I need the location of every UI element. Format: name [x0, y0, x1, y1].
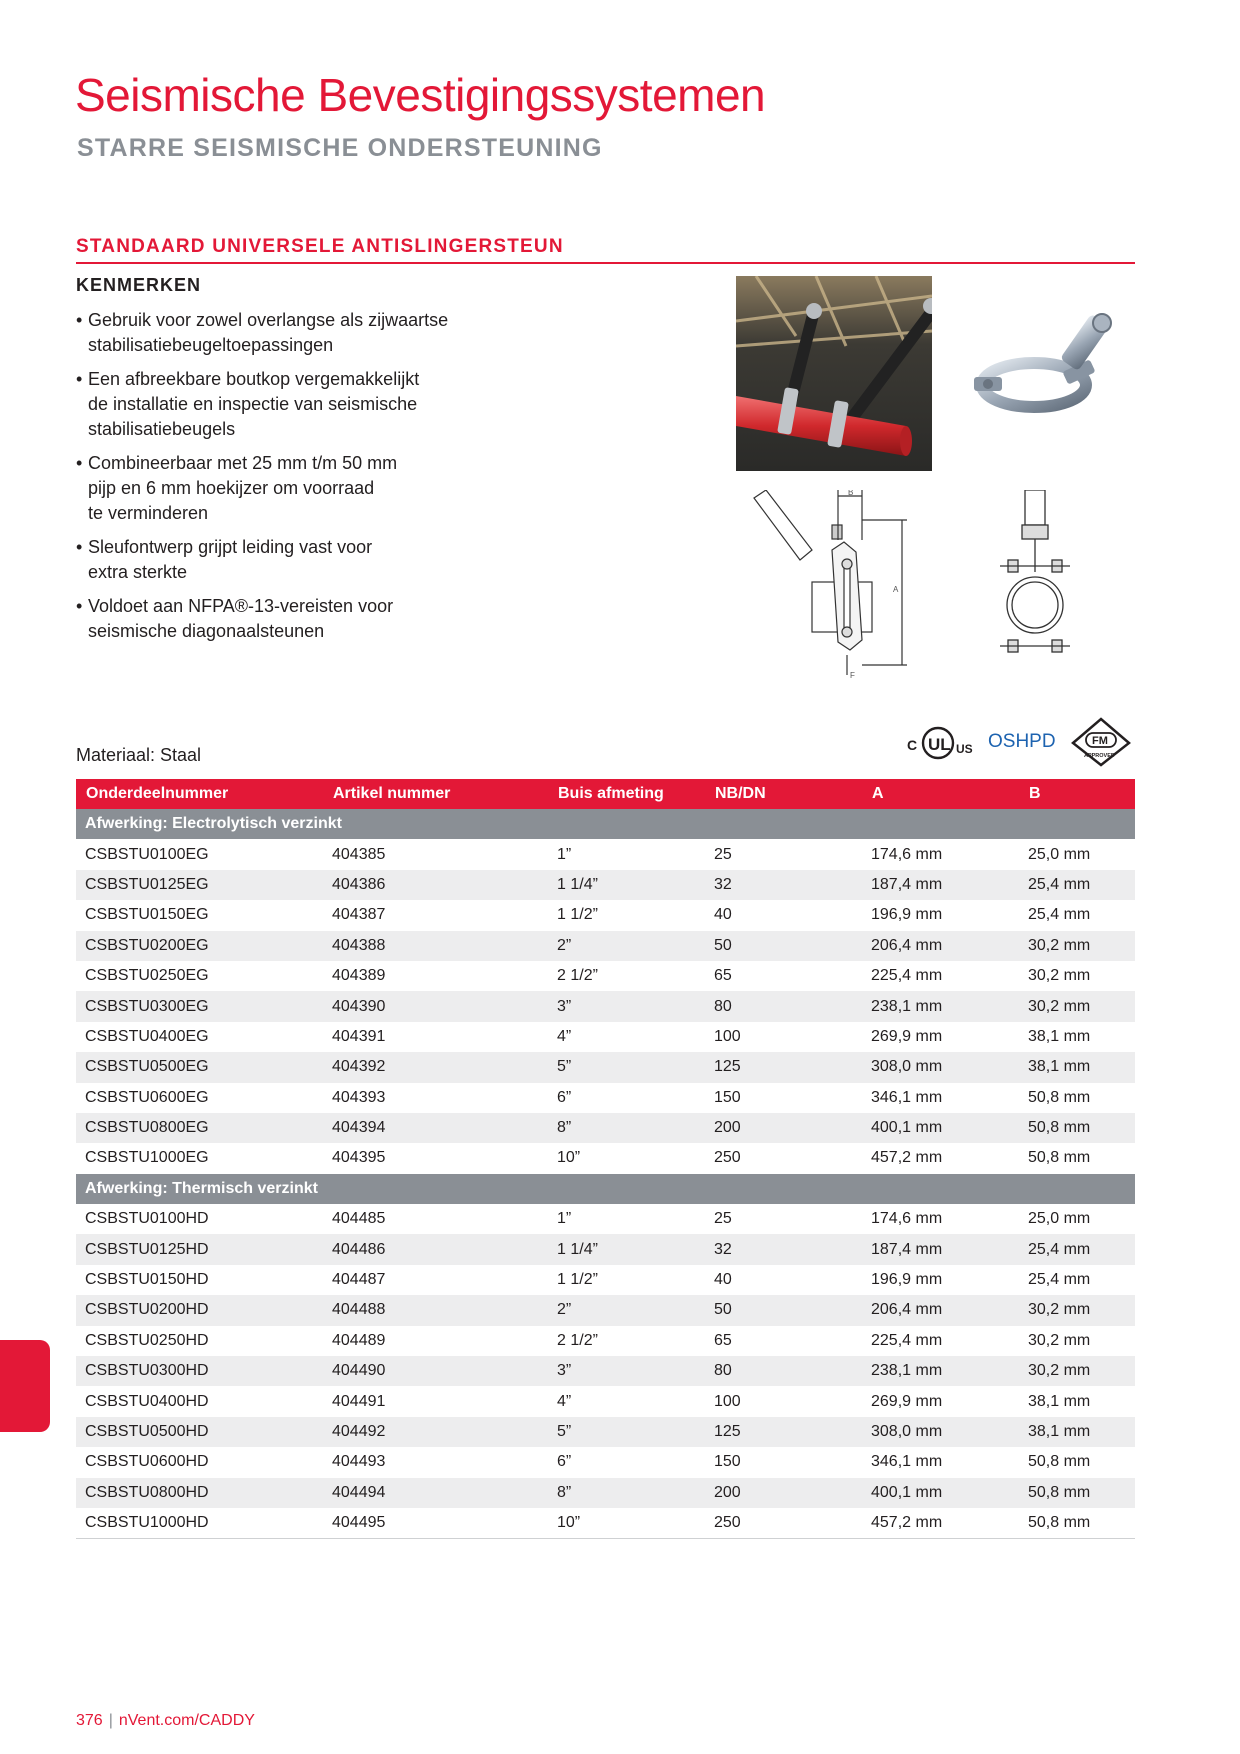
feature-line: Gebruik voor zowel overlangse als zijwaartse: [88, 310, 449, 330]
table-cell: 225,4 mm: [871, 1331, 943, 1349]
table-cell: 404393: [332, 1088, 386, 1106]
table-cell: 30,2 mm: [1028, 967, 1091, 985]
table-cell: 404390: [323, 991, 548, 1021]
page-footer: [76, 1712, 255, 1730]
group-header-row: [76, 809, 1135, 839]
table-cell: CSBSTU0400EG: [85, 1027, 209, 1045]
table-cell: 40: [714, 1271, 732, 1289]
table-cell: 308,0 mm: [862, 1052, 1019, 1082]
bullet-icon: •: [76, 310, 83, 330]
table-row: [76, 900, 1135, 930]
feature-item: [76, 535, 516, 585]
feature-item: [76, 367, 516, 442]
table-cell: 125: [705, 1417, 862, 1447]
table-cell: CSBSTU0500HD: [76, 1417, 323, 1447]
table-cell: CSBSTU0250HD: [85, 1331, 209, 1349]
table-row: [76, 1326, 1135, 1356]
table-row: [76, 839, 1135, 869]
table-cell: 404394: [323, 1113, 548, 1143]
feature-item: [76, 594, 516, 644]
table-row: [76, 1447, 1135, 1477]
table-cell: 80: [705, 991, 862, 1021]
table-cell: 4”: [557, 1027, 572, 1045]
section-title: STANDAARD UNIVERSELE ANTISLINGERSTEUN: [76, 236, 564, 257]
table-cell: 404391: [332, 1027, 386, 1045]
page-subtitle: STARRE SEISMISCHE ONDERSTEUNING: [77, 134, 603, 162]
table-cell: 32: [705, 1234, 862, 1264]
table-cell: 200: [705, 1113, 862, 1143]
table-cell: 8”: [548, 1478, 705, 1508]
table-cell: 25,4 mm: [1028, 1271, 1091, 1289]
column-header: B: [1019, 779, 1135, 809]
table-cell: 404487: [332, 1271, 386, 1289]
table-cell: 25,4 mm: [1028, 906, 1091, 924]
side-dimension-drawing: [752, 490, 912, 690]
table-cell: 404490: [323, 1356, 548, 1386]
feature-line: Combineerbaar met 25 mm t/m 50 mm: [88, 453, 398, 473]
table-cell: 206,4 mm: [862, 1295, 1019, 1325]
table-cell: 187,4 mm: [862, 1234, 1019, 1264]
column-header: Artikel nummer: [323, 779, 548, 809]
table-cell: 400,1 mm: [862, 1478, 1019, 1508]
table-cell: 10”: [548, 1508, 705, 1538]
oshpd-logo-icon: OSHPD: [988, 731, 1056, 752]
table-cell: 150: [714, 1088, 741, 1106]
chapter-tab: [0, 1340, 50, 1432]
section-divider: [76, 262, 1135, 264]
table-cell: CSBSTU0150HD: [85, 1271, 209, 1289]
feature-line: stabilisatiebeugeltoepassingen: [88, 335, 334, 355]
table-cell: 50,8 mm: [1019, 1508, 1135, 1538]
table-cell: CSBSTU1000HD: [76, 1508, 323, 1538]
table-cell: 2 1/2”: [557, 1331, 598, 1349]
group-header-row: [76, 1174, 1135, 1204]
table-cell: 174,6 mm: [871, 1210, 943, 1228]
feature-item: [76, 308, 516, 358]
table-cell: CSBSTU0250EG: [85, 967, 209, 985]
table-cell: 404389: [332, 967, 386, 985]
table-cell: 38,1 mm: [1019, 1417, 1135, 1447]
table-cell: 1”: [557, 845, 572, 863]
bullet-icon: •: [76, 596, 83, 616]
svg-text:FM: FM: [1092, 735, 1108, 747]
table-cell: 404491: [332, 1392, 386, 1410]
footer-separator: |: [108, 1712, 113, 1729]
table-cell: 25: [714, 845, 732, 863]
table-cell: 25,4 mm: [1019, 870, 1135, 900]
table-cell: 404493: [332, 1453, 386, 1471]
table-row: [76, 1508, 1135, 1538]
table-cell: 187,4 mm: [862, 870, 1019, 900]
fm-approved-icon: [1073, 719, 1129, 765]
table-cell: 5”: [548, 1417, 705, 1447]
table-cell: 6”: [557, 1088, 572, 1106]
table-cell: 404387: [332, 906, 386, 924]
dimension-label-b: B: [848, 490, 854, 497]
table-cell: 174,6 mm: [871, 845, 943, 863]
product-spec-table: [76, 779, 1135, 1539]
feature-line: stabilisatiebeugels: [88, 419, 236, 439]
installation-photo: [736, 276, 932, 471]
table-cell: CSBSTU0300HD: [76, 1356, 323, 1386]
table-cell: 404488: [323, 1295, 548, 1325]
table-cell: 250: [705, 1508, 862, 1538]
feature-line: pijp en 6 mm hoekijzer om voorraad: [88, 478, 375, 498]
table-cell: 404489: [332, 1331, 386, 1349]
table-cell: 4”: [557, 1392, 572, 1410]
table-cell: 30,2 mm: [1019, 931, 1135, 961]
table-row: [76, 991, 1135, 1021]
table-cell: 225,4 mm: [871, 967, 943, 985]
table-header-row: [76, 779, 1135, 809]
table-cell: CSBSTU0150EG: [85, 906, 209, 924]
column-header: NB/DN: [705, 779, 862, 809]
table-cell: 30,2 mm: [1019, 1295, 1135, 1325]
table-cell: 238,1 mm: [862, 991, 1019, 1021]
table-cell: 50,8 mm: [1028, 1453, 1091, 1471]
table-cell: CSBSTU0200HD: [76, 1295, 323, 1325]
table-cell: 346,1 mm: [871, 1088, 943, 1106]
table-row: [76, 1478, 1135, 1508]
table-cell: 2”: [548, 1295, 705, 1325]
table-cell: 404385: [332, 845, 386, 863]
table-cell: 38,1 mm: [1028, 1027, 1091, 1045]
table-cell: 404388: [323, 931, 548, 961]
feature-line: de installatie en inspectie van seismische: [88, 394, 418, 414]
table-cell: 50: [705, 931, 862, 961]
ul-listed-icon: [907, 728, 973, 758]
table-cell: 196,9 mm: [871, 1271, 943, 1289]
table-cell: 3”: [548, 1356, 705, 1386]
feature-line: Voldoet aan NFPA®-13-vereisten voor: [88, 596, 394, 616]
table-cell: 50,8 mm: [1019, 1113, 1135, 1143]
table-cell: 200: [705, 1478, 862, 1508]
table-cell: 30,2 mm: [1028, 1331, 1091, 1349]
table-cell: 6”: [557, 1453, 572, 1471]
dimension-label-f: F: [850, 671, 855, 680]
table-cell: 250: [714, 1149, 741, 1167]
bullet-icon: •: [76, 453, 83, 473]
feature-item: [76, 451, 516, 526]
table-cell: 1 1/4”: [548, 870, 705, 900]
table-cell: 404392: [323, 1052, 548, 1082]
features-list: [76, 308, 516, 653]
table-cell: CSBSTU0100HD: [85, 1210, 209, 1228]
table-cell: 404492: [323, 1417, 548, 1447]
table-cell: 40: [714, 906, 732, 924]
table-row: [76, 1417, 1135, 1447]
table-cell: 1 1/2”: [557, 1271, 598, 1289]
table-cell: 238,1 mm: [862, 1356, 1019, 1386]
table-cell: 8”: [548, 1113, 705, 1143]
table-cell: CSBSTU0400HD: [85, 1392, 209, 1410]
product-photo: [954, 305, 1130, 425]
table-cell: 457,2 mm: [871, 1149, 943, 1167]
table-row: [76, 1052, 1135, 1082]
table-cell: 38,1 mm: [1019, 1052, 1135, 1082]
table-cell: CSBSTU0125EG: [76, 870, 323, 900]
table-row: [76, 1295, 1135, 1325]
table-row: [76, 1022, 1135, 1052]
table-cell: 65: [714, 1331, 732, 1349]
feature-line: extra sterkte: [88, 562, 188, 582]
table-row: [76, 1143, 1135, 1173]
table-cell: 404486: [323, 1234, 548, 1264]
table-cell: 2 1/2”: [557, 967, 598, 985]
dimension-label-a: A: [893, 585, 899, 594]
table-row: [76, 931, 1135, 961]
column-header: A: [862, 779, 1019, 809]
feature-line: seismische diagonaalsteunen: [88, 621, 325, 641]
table-cell: 100: [714, 1027, 741, 1045]
table-cell: 404494: [323, 1478, 548, 1508]
table-cell: 125: [705, 1052, 862, 1082]
footer-url: nVent.com/CADDY: [118, 1712, 255, 1729]
table-row: [76, 870, 1135, 900]
group-label: Afwerking: Thermisch verzinkt: [76, 1174, 1135, 1204]
table-cell: CSBSTU0600EG: [85, 1088, 209, 1106]
table-cell: 1”: [557, 1210, 572, 1228]
table-row: [76, 1234, 1135, 1264]
column-header: Onderdeelnummer: [76, 779, 323, 809]
table-cell: 50,8 mm: [1028, 1149, 1091, 1167]
table-cell: 404386: [323, 870, 548, 900]
table-cell: 269,9 mm: [871, 1027, 943, 1045]
svg-text:US: US: [956, 742, 973, 756]
table-cell: 3”: [548, 991, 705, 1021]
table-cell: CSBSTU0600HD: [85, 1453, 209, 1471]
table-cell: 30,2 mm: [1019, 1356, 1135, 1386]
table-row: [76, 1265, 1135, 1295]
table-cell: CSBSTU0300EG: [76, 991, 323, 1021]
table-cell: 80: [705, 1356, 862, 1386]
table-cell: 206,4 mm: [862, 931, 1019, 961]
table-cell: 404485: [332, 1210, 386, 1228]
page-number: 376: [76, 1712, 103, 1729]
table-cell: CSBSTU0800EG: [76, 1113, 323, 1143]
table-cell: 1 1/2”: [557, 906, 598, 924]
table-cell: 25,0 mm: [1028, 1210, 1091, 1228]
table-cell: 2”: [548, 931, 705, 961]
table-cell: 269,9 mm: [871, 1392, 943, 1410]
table-cell: 65: [714, 967, 732, 985]
table-row: [76, 1113, 1135, 1143]
svg-text:APPROVED: APPROVED: [1084, 753, 1115, 759]
table-cell: 50,8 mm: [1028, 1088, 1091, 1106]
table-cell: 25,4 mm: [1019, 1234, 1135, 1264]
table-cell: CSBSTU0500EG: [76, 1052, 323, 1082]
page-title: Seismische Bevestigingssystemen: [75, 69, 766, 121]
table-row: [76, 961, 1135, 991]
table-cell: CSBSTU0125HD: [76, 1234, 323, 1264]
table-cell: 1 1/4”: [548, 1234, 705, 1264]
feature-line: Een afbreekbare boutkop vergemakkelijkt: [88, 369, 420, 389]
bullet-icon: •: [76, 537, 83, 557]
svg-text:UL: UL: [928, 735, 951, 754]
table-cell: 50: [705, 1295, 862, 1325]
front-view-drawing: [1000, 490, 1070, 670]
table-cell: 404495: [323, 1508, 548, 1538]
table-cell: 38,1 mm: [1028, 1392, 1091, 1410]
table-cell: 50,8 mm: [1019, 1478, 1135, 1508]
table-row: [76, 1386, 1135, 1416]
features-title: KENMERKEN: [76, 275, 202, 295]
table-cell: 5”: [548, 1052, 705, 1082]
table-row: [76, 1083, 1135, 1113]
table-cell: 100: [714, 1392, 741, 1410]
table-cell: CSBSTU1000EG: [85, 1149, 209, 1167]
svg-text:C: C: [907, 737, 918, 753]
table-cell: CSBSTU0800HD: [76, 1478, 323, 1508]
certification-logos: [905, 715, 1135, 767]
table-cell: 25,0 mm: [1028, 845, 1091, 863]
table-cell: 150: [714, 1453, 741, 1471]
table-row: [76, 1356, 1135, 1386]
table-cell: 32: [705, 870, 862, 900]
bullet-icon: •: [76, 369, 83, 389]
feature-line: Sleufontwerp grijpt leiding vast voor: [88, 537, 373, 557]
table-cell: 346,1 mm: [871, 1453, 943, 1471]
table-cell: 10”: [557, 1149, 581, 1167]
table-cell: 25: [714, 1210, 732, 1228]
table-cell: CSBSTU0100EG: [85, 845, 209, 863]
table-cell: 404395: [332, 1149, 386, 1167]
column-header: Buis afmeting: [548, 779, 705, 809]
feature-line: te verminderen: [88, 503, 209, 523]
table-cell: 196,9 mm: [871, 906, 943, 924]
group-label: Afwerking: Electrolytisch verzinkt: [76, 809, 1135, 839]
material-label: Materiaal: Staal: [76, 745, 202, 765]
table-cell: 400,1 mm: [862, 1113, 1019, 1143]
table-cell: CSBSTU0200EG: [76, 931, 323, 961]
table-cell: 457,2 mm: [862, 1508, 1019, 1538]
table-cell: 308,0 mm: [862, 1417, 1019, 1447]
table-row: [76, 1204, 1135, 1234]
table-cell: 30,2 mm: [1019, 991, 1135, 1021]
